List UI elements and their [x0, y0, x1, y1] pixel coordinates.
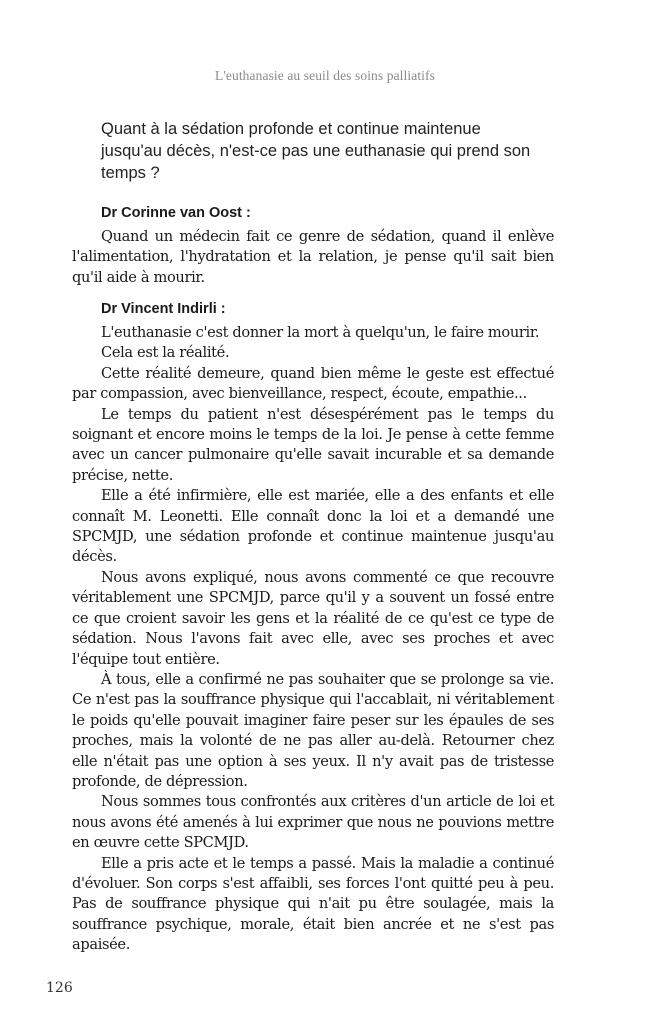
paragraph: Le temps du patient n'est désespérément pas le temps du soignant et encore moins le temps de la loi. Je pense à cette femme avec un cancer pulmonaire qu'elle savait incurable et sa demande précise, nette.	[72, 405, 554, 484]
running-header: L'euthanasie au seuil des soins palliatifs	[215, 68, 435, 83]
speaker-name-van-oost: Dr Corinne van Oost :	[101, 205, 251, 221]
answer-indirli	[72, 323, 554, 956]
interview-question: Quant à la sédation profonde et continue maintenue jusqu'au décès, n'est-ce pas une euthanasie qui prend son temps ?	[101, 120, 531, 182]
paragraph: Cette réalité demeure, quand bien même le geste est effectué par compassion, avec bienveillance, respect, écoute, empathie...	[72, 364, 554, 403]
paragraph: Nous avons expliqué, nous avons commenté ce que recouvre véritablement une SPCMJD, parce qu'il y a souvent un fossé entre ce que croient savoir les gens et la réalité de ce qu'est ce type de sédation. Nous l'avons fait avec elle, avec ses proches et avec l'équipe tout entière.	[72, 568, 554, 668]
page-number: 126	[46, 980, 73, 996]
paragraph: Cela est la réalité.	[101, 344, 230, 362]
paragraph: Elle a été infirmière, elle est mariée, elle a des enfants et elle connaît M. Leonetti. Elle connaît donc la loi et a demandé une SPCMJD, une sédation profonde et continue maintenue jusqu'au décès.	[72, 487, 554, 566]
paragraph: Elle a pris acte et le temps a passé. Mais la maladie a continué d'évoluer. Son corps s'est affaibli, ses forces l'ont quitté peu à peu. Pas de souffrance physique qui n'ait pu être soulagée, mais la souffrance psychique, morale, était bien ancrée et ne s'est pas apaisée.	[72, 854, 554, 954]
paragraph: L'euthanasie c'est donner la mort à quelqu'un, le faire mourir.	[101, 324, 540, 341]
paragraph: À tous, elle a confirmé ne pas souhaiter que se prolonge sa vie. Ce n'est pas la souffrance physique qui l'accablait, ni véritablement le poids qu'elle pouvait imaginer faire peser sur les épaules de ses proches, mais la volonté de ne pas aller au-delà. Retourner chez elle n'était pas une option à ses yeux. Il n'y avait pas de tristesse profonde, de dépression.	[72, 670, 554, 790]
paragraph: Nous sommes tous confrontés aux critères d'un article de loi et nous avons été amenés à lui exprimer que nous ne pouvions mettre en œuvre cette SPCMJD.	[72, 793, 554, 852]
paragraph: Quand un médecin fait ce genre de sédation, quand il enlève l'alimentation, l'hydratation et la relation, je pense qu'il sait bien qu'il aide à mourir.	[72, 228, 554, 286]
speaker-name-indirli: Dr Vincent Indirli :	[101, 301, 226, 317]
answer-van-oost	[72, 227, 554, 288]
